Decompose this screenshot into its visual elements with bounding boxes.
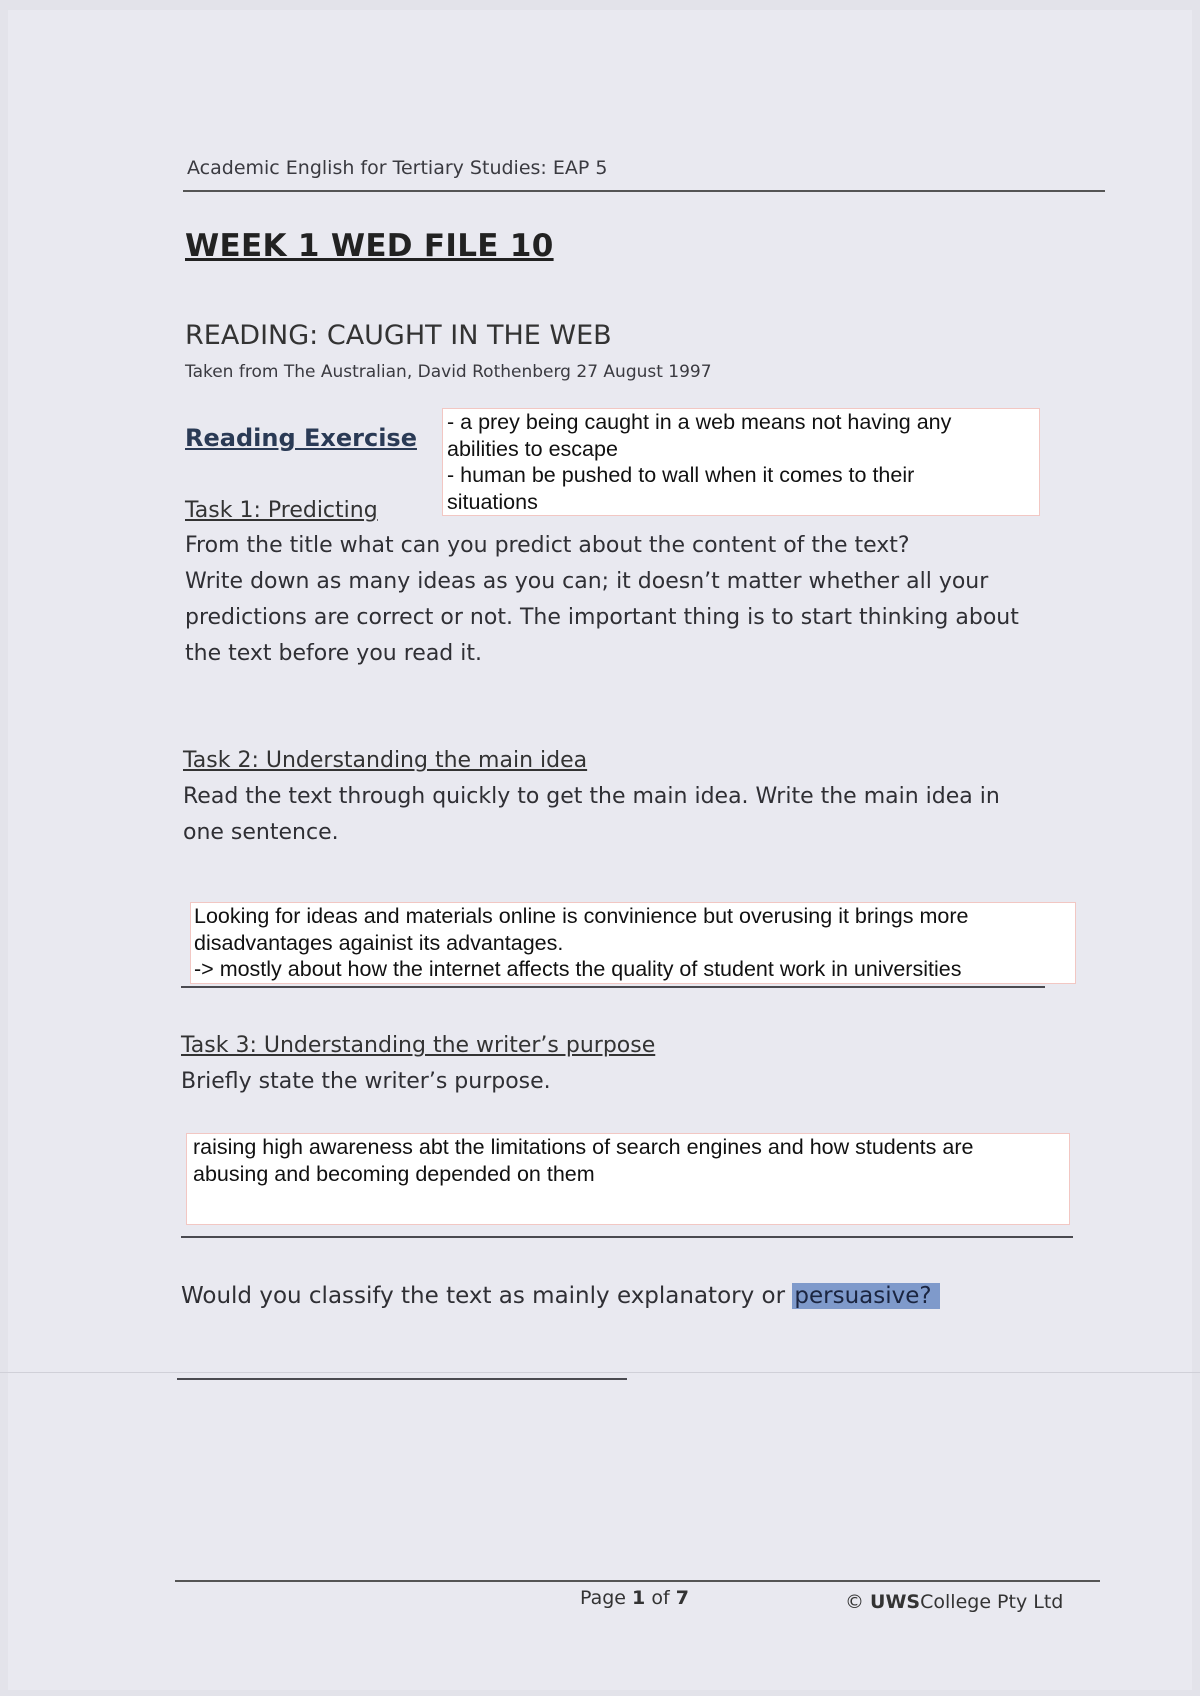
classify-question — [181, 1283, 940, 1309]
task1-line: the text before you read it. — [185, 641, 482, 666]
copyright — [845, 1591, 1063, 1613]
footer-rule — [175, 1580, 1100, 1582]
task2-line: Read the text through quickly to get the main idea. Write the main idea in — [183, 784, 1000, 809]
task1-line: Write down as many ideas as you can; it doesn’t matter whether all your — [185, 569, 989, 594]
answer-line — [181, 1236, 1073, 1238]
task3-heading: Task 3: Understanding the writer’s purpose — [181, 1033, 656, 1058]
page-current: 1 — [632, 1587, 646, 1609]
task3-answer-box[interactable]: raising high awareness abt the limitations of search engines and how students are abusing and becoming depended on them — [186, 1133, 1070, 1225]
reading-exercise-label: Reading Exercise — [185, 424, 417, 452]
task2-line: one sentence. — [183, 820, 339, 845]
page-of: of — [651, 1587, 670, 1609]
answer-line — [181, 986, 1045, 988]
task1-heading: Task 1: Predicting — [185, 498, 378, 523]
highlighted-text: persuasive? — [792, 1283, 939, 1309]
task1-answer-box[interactable]: - a prey being caught in a web means not having any abilities to escape - human be pushed to wall when it comes to their situations — [442, 408, 1040, 516]
page-label: Page — [580, 1587, 626, 1609]
task1-line: From the title what can you predict about the content of the text? — [185, 533, 910, 558]
page-title: WEEK 1 WED FILE 10 — [185, 228, 554, 264]
company-name: College Pty Ltd — [920, 1591, 1064, 1613]
header-rule — [183, 190, 1105, 192]
page-fold — [0, 1372, 1200, 1373]
brand-name: UWS — [870, 1591, 921, 1613]
page-total: 7 — [675, 1587, 689, 1609]
copyright-symbol: © — [845, 1591, 864, 1613]
page-number — [580, 1587, 689, 1609]
answer-line — [177, 1378, 627, 1380]
course-header: Academic English for Tertiary Studies: EAP 5 — [187, 157, 608, 179]
task2-heading: Task 2: Understanding the main idea — [183, 748, 588, 773]
reading-source: Taken from The Australian, David Rothenberg 27 August 1997 — [185, 362, 712, 382]
task1-instructions — [185, 528, 1085, 672]
classify-question-text: Would you classify the text as mainly explanatory or — [181, 1283, 793, 1309]
task3-prompt: Briefly state the writer’s purpose. — [181, 1069, 551, 1094]
task1-line: predictions are correct or not. The important thing is to start thinking about — [185, 605, 1019, 630]
task2-instructions — [183, 779, 1083, 851]
task2-answer-box[interactable]: Looking for ideas and materials online is convinience but overusing it brings more disadvantages againist its advantages. -> mostly about how the internet affects the quality of student work in universities — [190, 902, 1076, 984]
reading-heading: READING: CAUGHT IN THE WEB — [185, 320, 612, 351]
